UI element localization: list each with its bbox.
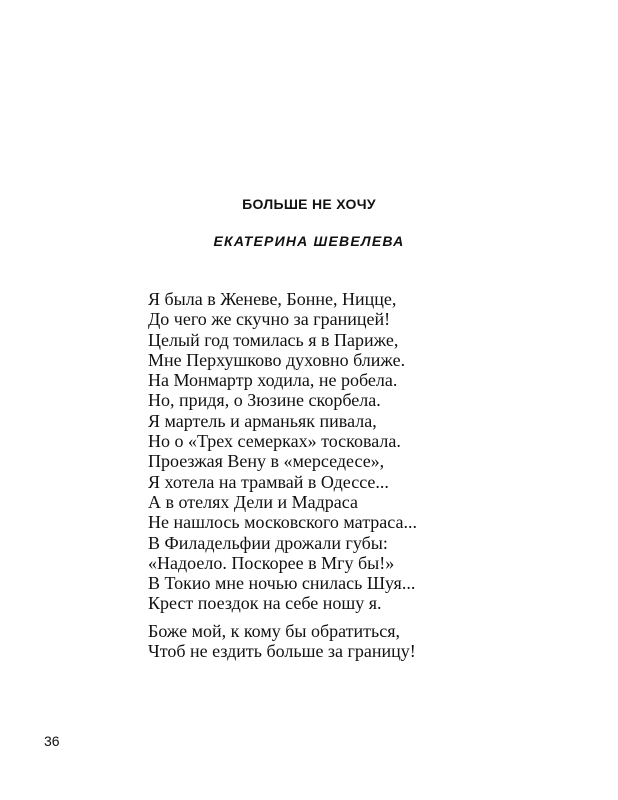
poem-line: Боже мой, к кому бы обратиться,	[148, 621, 400, 641]
poem-line: На Монмартр ходила, не робела.	[148, 370, 398, 391]
poem-line: Я мартель и арманьяк пивала,	[148, 410, 377, 431]
poem-stanza-1	[148, 289, 417, 614]
poem-line: Я хотела на трамвай в Одессе...	[148, 471, 389, 492]
poem-line: Проезжая Вену в «мерседесе»,	[148, 451, 385, 472]
poem-line: «Надоело. Поскорее в Мгу бы!»	[148, 552, 395, 573]
page-number: 36	[44, 733, 60, 749]
poem-title: БОЛЬШЕ НЕ ХОЧУ	[242, 196, 376, 212]
poem-line: А в отелях Дели и Мадраса	[148, 491, 358, 512]
poem-line: В Токио мне ночью снилась Шуя...	[148, 573, 416, 594]
poem-line: Но о «Трех семерках» тосковала.	[148, 431, 401, 452]
poem-line: Я была в Женеве, Бонне, Ницце,	[148, 289, 397, 309]
poem-line: В Филадельфии дрожали губы:	[148, 532, 388, 553]
poem-line: Не нашлось московского матраса...	[148, 512, 417, 533]
poem-stanza-2	[148, 621, 416, 662]
poem-author: ЕКАТЕРИНА ШЕВЕЛЕВА	[213, 233, 405, 249]
poem-line: Крест поездок на себе ношу я.	[148, 593, 382, 614]
poem-line: Но, придя, о Зюзине скорбела.	[148, 390, 381, 411]
poem-line: Чтоб не ездить больше за границу!	[148, 641, 416, 662]
poem-line: Целый год томилась я в Париже,	[148, 329, 399, 350]
poem-line: До чего же скучно за границей!	[148, 309, 391, 330]
poem-line: Мне Перхушково духовно ближе.	[148, 349, 406, 370]
